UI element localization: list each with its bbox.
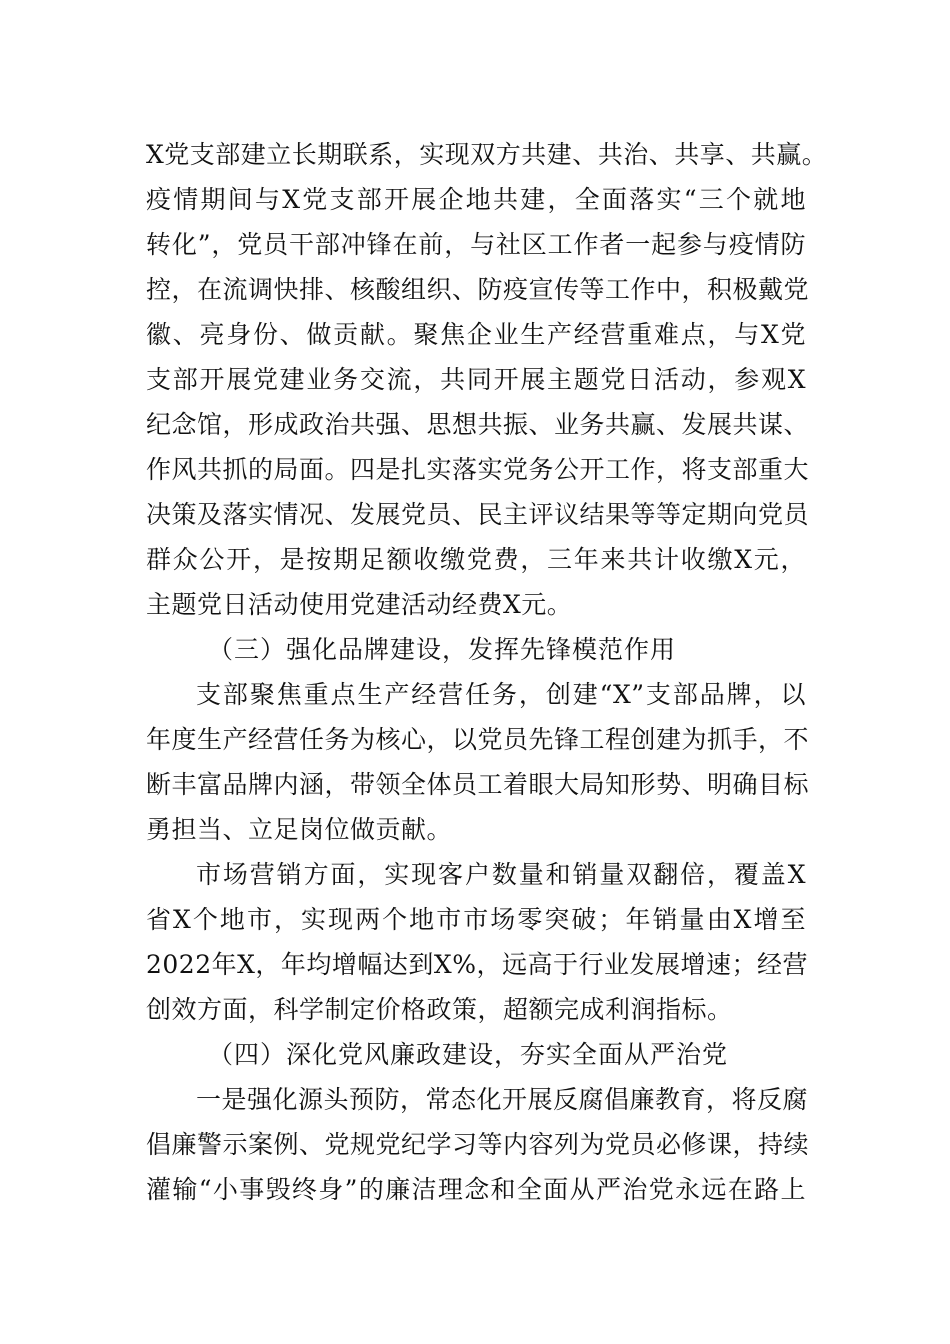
text-line: 控，在流调快排、核酸组织、防疫宣传等工作中，积极戴党	[146, 275, 810, 304]
paragraph-party-building-cooperation	[146, 132, 828, 627]
text-line: 主题党日活动使用党建活动经费X元。	[146, 590, 573, 619]
text-line: 市场营销方面，实现客户数量和销量双翻倍，覆盖X	[196, 860, 806, 889]
text-line: 2022年X，年均增幅达到X%，远高于行业发展增速；经营	[146, 950, 808, 979]
document-body	[146, 132, 828, 1212]
text-line: 支部聚焦重点生产经营任务，创建“X”支部品牌，以	[196, 680, 806, 709]
section-heading-brand-building: （三）强化品牌建设，发挥先锋模范作用	[208, 635, 677, 664]
text-line: 徽、亮身份、做贡献。聚焦企业生产经营重难点，与X党	[146, 320, 806, 349]
paragraph-integrity-building	[146, 1077, 810, 1212]
text-line: 创效方面，科学制定价格政策，超额完成利润指标。	[146, 995, 733, 1024]
text-line: 决策及落实情况、发展党员、民主评议结果等等定期向党员	[146, 500, 810, 529]
section-heading-integrity-building: （四）深化党风廉政建设，夯实全面从严治党	[208, 1040, 729, 1069]
text-line: 年度生产经营任务为核心，以党员先锋工程创建为抓手，不	[146, 725, 810, 754]
text-line: 纪念馆，形成政治共强、思想共振、业务共赢、发展共谋、	[146, 410, 810, 439]
text-line: 省X个地市，实现两个地市市场零突破；年销量由X增至	[146, 905, 806, 934]
paragraph-brand-building	[146, 672, 810, 852]
text-line: 疫情期间与X党支部开展企地共建，全面落实“三个就地	[146, 185, 806, 214]
text-line: 作风共抓的局面。四是扎实落实党务公开工作，将支部重大	[146, 455, 810, 484]
paragraph-marketing	[146, 852, 806, 1032]
text-line: 一是强化源头预防，常态化开展反腐倡廉教育，将反腐	[196, 1085, 809, 1114]
text-line: 断丰富品牌内涵，带领全体员工着眼大局知形势、明确目标	[146, 770, 810, 799]
text-line: 灌输“小事毁终身”的廉洁理念和全面从严治党永远在路上	[146, 1175, 806, 1204]
text-line: 转化”，党员干部冲锋在前，与社区工作者一起参与疫情防	[146, 230, 806, 259]
text-line: X党支部建立长期联系，实现双方共建、共治、共享、共赢。	[146, 140, 828, 169]
text-line: 倡廉警示案例、党规党纪学习等内容列为党员必修课，持续	[146, 1130, 810, 1159]
text-line: 群众公开，是按期足额收缴党费，三年来共计收缴X元，	[146, 545, 806, 574]
text-line: 支部开展党建业务交流，共同开展主题党日活动，参观X	[146, 365, 806, 394]
text-line: 勇担当、立足岗位做贡献。	[146, 815, 453, 844]
